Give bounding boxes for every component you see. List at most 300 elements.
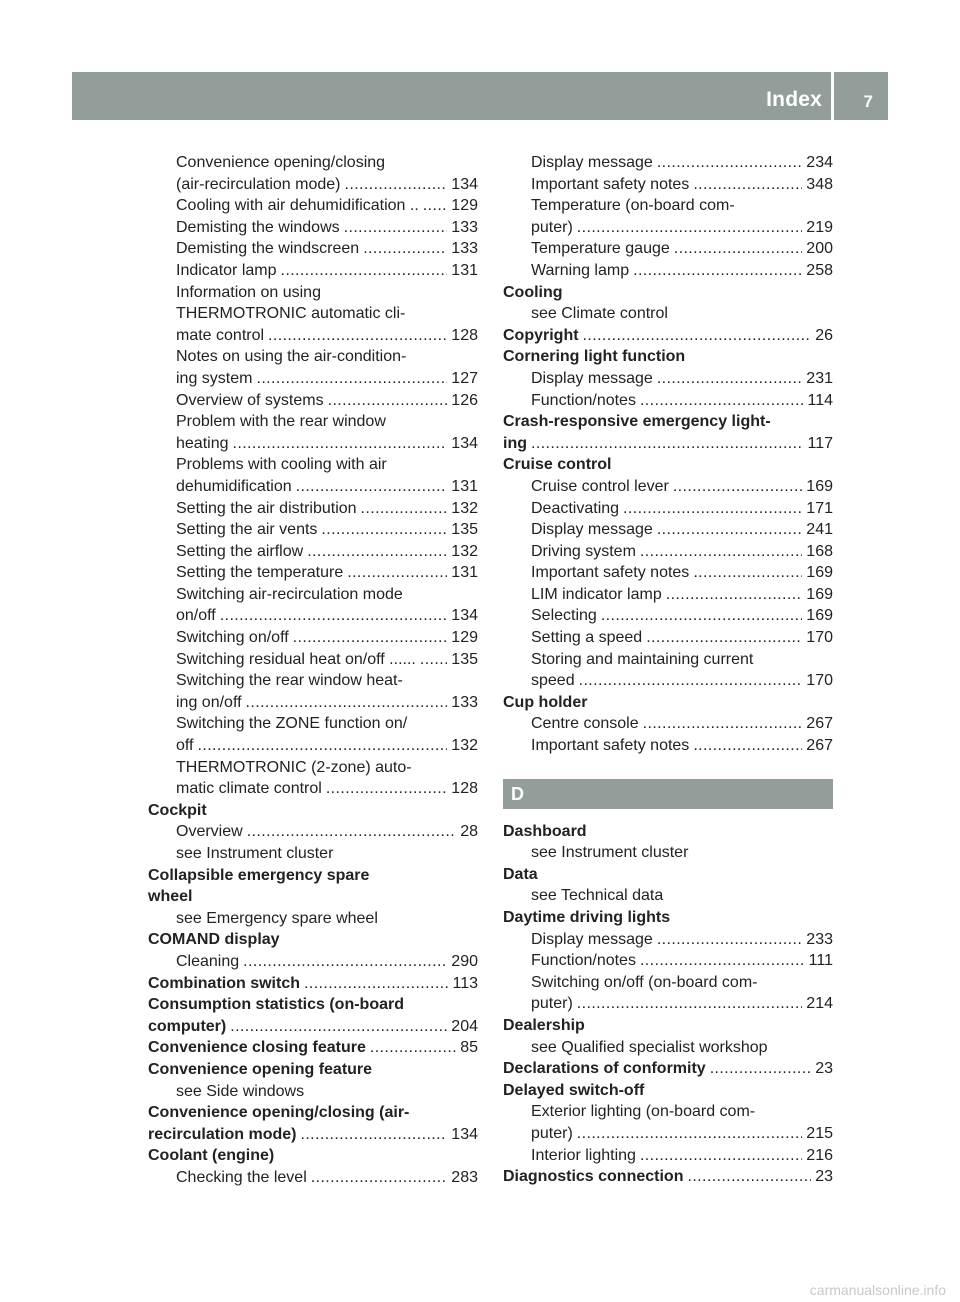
index-subentry [503,713,833,735]
entry-line [503,433,833,455]
entry-line [148,973,478,995]
entry-text: Consumption statistics (on-board [148,996,404,1014]
index-subentry [148,562,478,584]
index-subentry [148,1081,478,1103]
page-reference: 117 [807,434,833,452]
entry-text: speed [531,672,575,690]
entry-line [176,282,478,304]
index-subentry [503,584,833,606]
entry-text: Cleaning [176,952,240,970]
index-subentry [503,174,833,196]
entry-line [148,1059,478,1081]
entry-line [503,282,833,304]
entry-text: Problem with the rear window [176,413,386,431]
entry-line [176,346,478,368]
dot-leader [693,174,802,196]
entry-text: Convenience opening/closing [176,154,386,171]
page-reference: 216 [806,1146,833,1164]
entry-line [176,303,478,325]
entry-line [531,174,833,196]
dot-leader [640,390,804,412]
entry-text: off [176,737,194,755]
index-subentry [148,541,478,563]
entry-line [176,735,478,757]
entry-text: Display message [531,521,653,539]
page-reference: 23 [815,1168,833,1186]
entry-text: see Side windows [176,1082,305,1100]
index-subentry [148,843,478,865]
entry-line [531,584,833,606]
dot-leader [583,325,812,347]
entry-text: Switching air-recirculation mode [176,585,403,603]
entry-line [503,821,833,843]
index-subentry [148,152,478,195]
dot-leader [293,627,448,649]
entry-line [176,778,478,800]
entry-text: see Instrument cluster [176,845,334,862]
dot-leader [579,670,803,692]
entry-line [531,476,833,498]
entry-text: ing on/off [176,693,242,711]
entry-line [176,433,478,455]
entry-line [531,735,833,757]
entry-text: Cruise control lever [531,477,669,495]
dot-leader [304,973,448,995]
page-reference: 348 [806,175,833,193]
index-entry [148,865,478,908]
entry-text: Setting a speed [531,629,643,647]
page-reference: 85 [460,1039,478,1057]
index-entry [148,973,478,995]
entry-text: Display message [531,930,653,948]
page-reference: 135 [451,521,478,539]
entry-line [148,1124,478,1146]
entry-line [148,1145,478,1167]
index-subentry [148,908,478,930]
entry-text: Cruise control [503,456,612,474]
entry-line [503,325,833,347]
entry-line [531,260,833,282]
index-entry [148,994,478,1037]
index-subentry [148,649,478,671]
entry-line [176,541,478,563]
entry-line [531,929,833,951]
page-reference: 219 [806,218,833,236]
dot-leader [220,605,448,627]
dot-leader [328,390,448,412]
entry-text: Cup holder [503,693,588,711]
entry-line [531,649,833,671]
dot-leader [646,627,802,649]
dot-leader [230,1016,447,1038]
index-subentry [503,627,833,649]
entry-text: Setting the temperature [176,564,344,582]
entry-text: Data [503,865,538,883]
entry-text: dehumidification [176,477,292,495]
dot-leader [344,217,448,239]
dot-leader [268,325,447,347]
index-subentry [503,1101,833,1144]
index-subentry [148,454,478,497]
entry-line [531,541,833,563]
index-entry [148,929,478,951]
index-entry [503,821,833,843]
page-reference: 168 [806,542,833,560]
entry-text: Switching on/off (on-board com- [531,973,758,991]
entry-text: Demisting the windscreen [176,240,360,258]
entry-line [531,152,833,174]
entry-line [503,346,833,368]
entry-line [531,1037,833,1059]
index-entry [503,346,833,368]
entry-text: Notes on using the air-condition- [176,348,407,366]
entry-text: see Emergency spare wheel [176,909,378,927]
entry-text: Diagnostics connection [503,1168,684,1186]
entry-line [176,821,478,843]
entry-line [531,195,833,217]
dot-leader [693,562,802,584]
dot-leader [311,1167,448,1189]
page-reference: 135 [451,650,478,668]
dot-leader [657,929,802,951]
index-subentry [503,605,833,627]
entry-text: THERMOTRONIC automatic cli- [176,305,406,323]
dot-leader [577,993,803,1015]
dot-leader [657,519,802,541]
entry-line [531,885,833,907]
entry-text: Coolant (engine) [148,1147,275,1165]
entry-text: Display message [531,369,653,387]
dot-leader [420,649,447,671]
entry-text: LIM indicator lamp [531,585,662,603]
entry-line [176,174,478,196]
dot-leader [361,498,448,520]
index-entry [148,1059,478,1081]
page-reference: 128 [451,780,478,798]
dot-leader [577,217,803,239]
page-reference: 169 [806,564,833,582]
entry-text: Switching the ZONE function on/ [176,715,408,733]
index-entry [148,1145,478,1167]
dot-leader [623,498,802,520]
entry-text: Switching on/off [176,629,289,647]
entry-line [176,217,478,239]
page-reference: 133 [451,240,478,258]
entry-line [176,692,478,714]
index-subentry [503,1037,833,1059]
entry-text: Important safety notes [531,737,690,755]
entry-text: Combination switch [148,974,300,992]
dot-leader [198,735,448,757]
page-reference: 131 [451,261,478,279]
index-entry [503,864,833,886]
index-entry [503,1015,833,1037]
entry-line [176,562,478,584]
entry-text: puter) [531,1124,573,1142]
page-reference: 28 [460,823,478,841]
page-reference: 126 [451,391,478,409]
entry-text: Switching residual heat on/off ...... [176,650,416,668]
page-reference: 114 [807,391,833,409]
page-reference: 134 [451,434,478,452]
page-reference: 127 [451,369,478,387]
entry-text: Warning lamp [531,261,630,279]
dot-leader [657,368,802,390]
dot-leader [307,541,447,563]
entry-text: Storing and maintaining current [531,650,754,668]
entry-text: Interior lighting [531,1146,636,1164]
index-entry [503,1166,833,1188]
index-group-d [503,821,833,1188]
index-entry [148,1037,478,1059]
entry-line [176,195,478,217]
index-group-c-continued [503,152,833,757]
page-reference: 132 [451,542,478,560]
dot-leader [326,778,447,800]
dot-leader [640,1145,802,1167]
index-subentry [148,390,478,412]
section-header-d: D [503,779,833,809]
entry-line [176,843,478,865]
index-subentry [503,368,833,390]
entry-text: Cornering light function [503,348,686,366]
entry-text: puter) [531,995,573,1013]
page-reference: 204 [451,1017,478,1035]
entry-text: Centre console [531,715,639,733]
page-reference: 134 [451,1125,478,1143]
dot-leader [633,260,802,282]
index-subentry [503,929,833,951]
entry-text: see Instrument cluster [531,844,689,862]
entry-line [531,1101,833,1123]
index-entry [503,282,833,304]
index-subentry [503,498,833,520]
entry-line [176,649,478,671]
entry-text: COMAND display [148,931,280,949]
entry-line [503,907,833,929]
entry-text: Collapsible emergency spare [148,866,370,884]
entry-line [176,584,478,606]
page-reference: 169 [806,607,833,625]
dot-leader [693,735,802,757]
page-reference: 23 [815,1060,833,1078]
entry-text: Convenience opening feature [148,1060,373,1078]
dot-leader [657,152,802,174]
entry-line [531,950,833,972]
page-reference: 132 [451,499,478,517]
page-reference: 241 [806,521,833,539]
dot-leader [321,519,447,541]
page-reference: 131 [451,564,478,582]
entry-line [176,476,478,498]
index-subentry [503,476,833,498]
entry-line [176,908,478,930]
index-column-left [148,152,478,1189]
entry-line [531,562,833,584]
entry-text: Checking the level [176,1168,307,1186]
index-entry [503,1058,833,1080]
entry-text: Cockpit [148,801,207,819]
entry-text: Function/notes [531,391,636,409]
index-subentry [503,842,833,864]
page-reference: 128 [451,326,478,344]
index-subentry [503,950,833,972]
entry-line [531,1145,833,1167]
index-subentry [503,1145,833,1167]
index-subentry [148,238,478,260]
entry-text: computer) [148,1017,227,1035]
entry-text: ing system [176,369,253,387]
entry-text: Dashboard [503,822,587,840]
dot-leader [601,605,802,627]
entry-text: see Climate control [531,305,668,323]
index-subentry [503,152,833,174]
entry-text: Temperature gauge [531,240,670,258]
page-reference: 171 [806,499,833,517]
index-subentry [503,541,833,563]
page-reference: 133 [451,218,478,236]
entry-text: see Qualified specialist workshop [531,1038,768,1056]
entry-line [148,865,478,887]
entry-text: Cooling with air dehumidification .. [176,197,419,215]
dot-leader [247,821,457,843]
page-reference: 170 [806,672,833,690]
entry-line [176,757,478,779]
dot-leader [666,584,803,606]
index-subentry [148,282,478,347]
page-reference: 132 [451,737,478,755]
page-reference: 129 [451,197,478,215]
index-subentry [148,670,478,713]
page-reference: 113 [452,974,478,992]
entry-text: Cooling [503,283,563,301]
entry-line [531,303,833,325]
dot-leader [673,476,802,498]
entry-line [531,238,833,260]
entry-text: Overview [176,823,243,841]
entry-line [531,993,833,1015]
entry-text: Setting the air vents [176,521,318,539]
dot-leader [577,1123,803,1145]
entry-text: Driving system [531,542,636,560]
index-column-right [503,152,833,1188]
page-reference: 134 [451,175,478,193]
index-subentry [503,238,833,260]
entry-line [148,1037,478,1059]
index-subentry [503,649,833,692]
page-reference: 111 [808,952,833,970]
entry-line [176,454,478,476]
index-subentry [503,562,833,584]
index-subentry [148,951,478,973]
index-subentry [148,584,478,627]
page-reference: 233 [806,930,833,948]
header-divider [831,72,834,120]
entry-line [531,627,833,649]
index-entry [503,907,833,929]
entry-line [531,519,833,541]
entry-line [148,994,478,1016]
entry-line [176,368,478,390]
entry-text: Delayed switch-off [503,1081,645,1099]
dot-leader [233,433,448,455]
page-reference: 231 [806,369,833,387]
page-reference: 258 [806,261,833,279]
entry-line [531,368,833,390]
index-subentry [148,519,478,541]
page-reference: 215 [806,1124,833,1142]
index-subentry [503,519,833,541]
dot-leader [256,368,447,390]
entry-line [176,1167,478,1189]
page-reference: 170 [806,629,833,647]
entry-text: Switching the rear window heat- [176,672,403,690]
entry-line [176,390,478,412]
index-subentry [148,757,478,800]
page-reference: 26 [815,326,833,344]
entry-text: Exterior lighting (on-board com- [531,1103,756,1121]
index-subentry [503,195,833,238]
entry-text: see Technical data [531,887,664,905]
entry-text: puter) [531,218,573,236]
page-reference: 267 [806,737,833,755]
entry-line [531,972,833,994]
entry-text: Setting the airflow [176,542,304,560]
dot-leader [687,1166,811,1188]
index-subentry [503,260,833,282]
index-entry [503,1080,833,1102]
dot-leader [640,950,805,972]
page-reference: 134 [451,607,478,625]
entry-text: (air-recirculation mode) [176,175,341,193]
index-subentry [148,411,478,454]
entry-line [176,713,478,735]
entry-line [503,1166,833,1188]
dot-leader [531,433,803,455]
entry-text: Deactivating [531,499,620,517]
index-subentry [148,627,478,649]
dot-leader [370,1037,456,1059]
entry-line [531,390,833,412]
dot-leader [640,541,802,563]
entry-line [148,1102,478,1124]
entry-line [176,670,478,692]
page-reference: 290 [451,952,478,970]
index-subentry [503,735,833,757]
entry-line [176,605,478,627]
entry-line [176,325,478,347]
entry-text: Function/notes [531,952,636,970]
entry-text: Demisting the windows [176,218,340,236]
index-entry [503,454,833,476]
page-reference: 234 [806,154,833,171]
entry-text: wheel [148,888,193,906]
entry-text: THERMOTRONIC (2-zone) auto- [176,758,412,776]
entry-text: Daytime driving lights [503,909,671,926]
entry-line [531,217,833,239]
page-reference: 283 [451,1168,478,1186]
page-reference: 214 [806,995,833,1013]
index-subentry [503,390,833,412]
entry-line [148,800,478,822]
index-subentry [503,972,833,1015]
entry-line [503,1058,833,1080]
entry-line [176,519,478,541]
dot-leader [281,260,448,282]
entry-text: Declarations of conformity [503,1060,706,1078]
entry-text: on/off [176,607,216,625]
dot-leader [246,692,448,714]
